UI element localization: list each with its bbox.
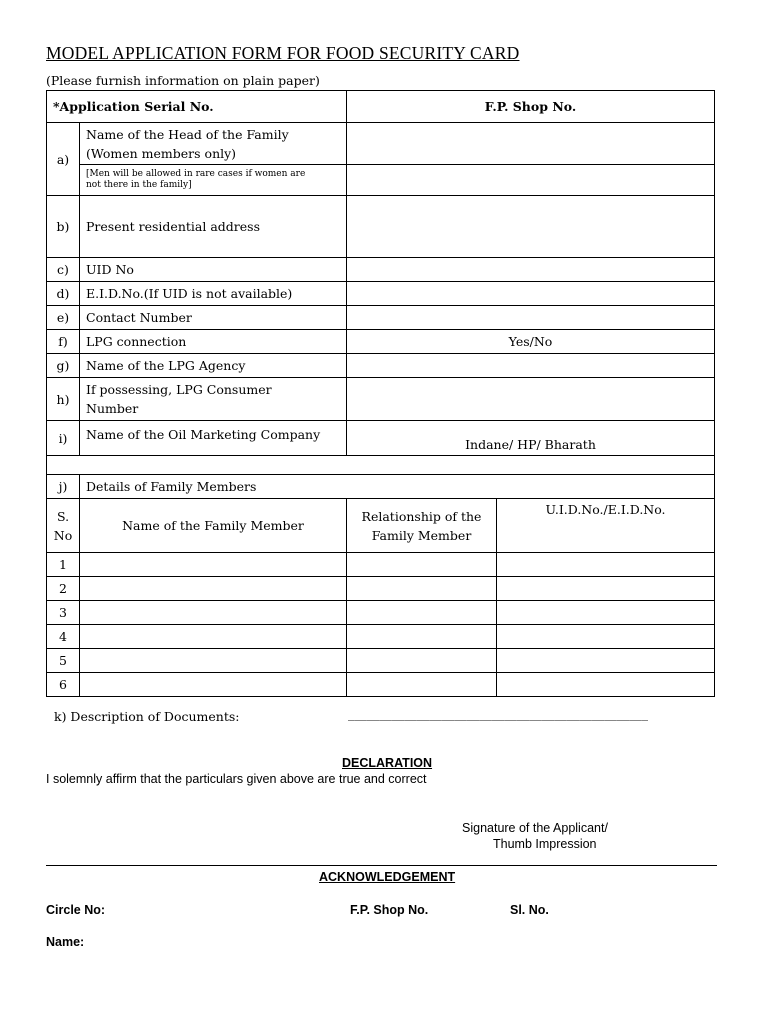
uid-cell[interactable] bbox=[497, 649, 715, 673]
table-row bbox=[47, 553, 715, 577]
signature-label-line1: Signature of the Applicant/ bbox=[462, 821, 608, 835]
oil-company-field[interactable]: Indane/ HP/ Bharath bbox=[347, 421, 715, 456]
documents-label: k) Description of Documents: bbox=[54, 709, 240, 724]
head-of-family-label-line1: Name of the Head of the Family bbox=[86, 126, 289, 142]
row-letter: a) bbox=[47, 123, 80, 196]
eid-field[interactable] bbox=[347, 282, 715, 306]
divider-line bbox=[46, 865, 717, 866]
address-field[interactable] bbox=[347, 196, 715, 258]
uid-field[interactable] bbox=[347, 258, 715, 282]
member-name-cell[interactable] bbox=[80, 673, 347, 697]
row-letter: i) bbox=[47, 421, 80, 456]
lpg-agency-field[interactable] bbox=[347, 354, 715, 378]
contact-field[interactable] bbox=[347, 306, 715, 330]
uid-cell[interactable] bbox=[497, 673, 715, 697]
spacer-row bbox=[47, 456, 715, 475]
row-d bbox=[47, 282, 715, 306]
row-number: 6 bbox=[47, 673, 80, 697]
relationship-cell[interactable] bbox=[347, 577, 497, 601]
row-number: 4 bbox=[47, 625, 80, 649]
row-number: 2 bbox=[47, 577, 80, 601]
sl-no-label: Sl. No. bbox=[510, 903, 549, 917]
member-name-cell[interactable] bbox=[80, 625, 347, 649]
table-row bbox=[47, 577, 715, 601]
member-name-header: Name of the Family Member bbox=[80, 499, 347, 553]
circle-no-label: Circle No: bbox=[46, 903, 106, 917]
row-letter: e) bbox=[47, 306, 80, 330]
sno-header bbox=[47, 499, 80, 553]
lpg-consumer-field[interactable] bbox=[347, 378, 715, 421]
application-serial-label: *Application Serial No. bbox=[47, 91, 347, 123]
ack-shop-no-label: F.P. Shop No. bbox=[350, 903, 429, 917]
lpg-consumer-label bbox=[80, 378, 347, 421]
head-of-family-field[interactable] bbox=[347, 123, 715, 165]
table-header-row bbox=[47, 91, 715, 123]
row-j bbox=[47, 475, 715, 499]
row-a-head bbox=[47, 123, 715, 165]
sno-header-line2: No bbox=[53, 527, 73, 543]
row-number: 5 bbox=[47, 649, 80, 673]
row-c bbox=[47, 258, 715, 282]
eid-label: E.I.D.No.(If UID is not available) bbox=[80, 282, 347, 306]
row-h bbox=[47, 378, 715, 421]
table-row bbox=[47, 673, 715, 697]
relationship-cell[interactable] bbox=[347, 601, 497, 625]
family-details-label: Details of Family Members bbox=[80, 475, 715, 499]
lpg-connection-field[interactable]: Yes/No bbox=[347, 330, 715, 354]
row-letter: c) bbox=[47, 258, 80, 282]
row-letter: g) bbox=[47, 354, 80, 378]
row-letter: h) bbox=[47, 378, 80, 421]
relationship-header bbox=[347, 499, 497, 553]
blank-row bbox=[47, 456, 715, 475]
signature-label-line2: Thumb Impression bbox=[493, 837, 597, 851]
uid-label: UID No bbox=[80, 258, 347, 282]
men-allowed-note-line2: not there in the family] bbox=[86, 180, 192, 190]
uid-cell[interactable] bbox=[497, 577, 715, 601]
application-table bbox=[46, 90, 715, 697]
head-of-family-label bbox=[80, 123, 347, 165]
family-header-row bbox=[47, 499, 715, 553]
declaration-text: I solemnly affirm that the particulars given above are true and correct bbox=[46, 772, 427, 786]
lpg-connection-label: LPG connection bbox=[80, 330, 347, 354]
acknowledgement-heading: ACKNOWLEDGEMENT bbox=[319, 870, 456, 884]
documents-blank-line[interactable]: ________________________________________________ bbox=[348, 706, 648, 721]
lpg-consumer-label-line2: Number bbox=[86, 401, 139, 416]
lpg-agency-label: Name of the LPG Agency bbox=[80, 354, 347, 378]
member-name-cell[interactable] bbox=[80, 649, 347, 673]
member-name-cell[interactable] bbox=[80, 601, 347, 625]
row-a-note bbox=[47, 165, 715, 196]
row-letter: f) bbox=[47, 330, 80, 354]
relationship-cell[interactable] bbox=[347, 649, 497, 673]
men-allowed-field[interactable] bbox=[347, 165, 715, 196]
uid-cell[interactable] bbox=[497, 601, 715, 625]
row-letter: d) bbox=[47, 282, 80, 306]
relationship-cell[interactable] bbox=[347, 553, 497, 577]
member-name-cell[interactable] bbox=[80, 577, 347, 601]
row-f bbox=[47, 330, 715, 354]
form-subtitle: (Please furnish information on plain paper) bbox=[46, 73, 320, 88]
fp-shop-label: F.P. Shop No. bbox=[347, 91, 715, 123]
relationship-cell[interactable] bbox=[347, 673, 497, 697]
contact-label: Contact Number bbox=[80, 306, 347, 330]
member-name-cell[interactable] bbox=[80, 553, 347, 577]
address-label: Present residential address bbox=[80, 196, 347, 258]
row-b bbox=[47, 196, 715, 258]
row-number: 3 bbox=[47, 601, 80, 625]
relationship-header-line1: Relationship of the bbox=[361, 508, 482, 524]
row-g bbox=[47, 354, 715, 378]
relationship-cell[interactable] bbox=[347, 625, 497, 649]
table-row bbox=[47, 649, 715, 673]
relationship-header-line2: Family Member bbox=[371, 527, 472, 543]
name-label: Name: bbox=[46, 935, 85, 949]
row-e bbox=[47, 306, 715, 330]
row-letter: j) bbox=[47, 475, 80, 499]
table-row bbox=[47, 601, 715, 625]
row-number: 1 bbox=[47, 553, 80, 577]
form-title: MODEL APPLICATION FORM FOR FOOD SECURITY CARD bbox=[46, 43, 520, 63]
oil-company-label: Name of the Oil Marketing Company bbox=[80, 421, 347, 456]
row-letter: b) bbox=[47, 196, 80, 258]
uid-cell[interactable] bbox=[497, 553, 715, 577]
men-allowed-note-line1: [Men will be allowed in rare cases if women are bbox=[86, 169, 306, 179]
lpg-consumer-label-line1: If possessing, LPG Consumer bbox=[86, 382, 272, 397]
row-i bbox=[47, 421, 715, 456]
uid-eid-header: U.I.D.No./E.I.D.No. bbox=[497, 499, 715, 553]
head-of-family-label-line2: (Women members only) bbox=[86, 145, 237, 161]
table-row bbox=[47, 625, 715, 649]
declaration-heading: DECLARATION bbox=[342, 756, 433, 770]
uid-cell[interactable] bbox=[497, 625, 715, 649]
sno-header-line1: S. bbox=[56, 508, 70, 524]
men-allowed-note bbox=[80, 165, 347, 196]
